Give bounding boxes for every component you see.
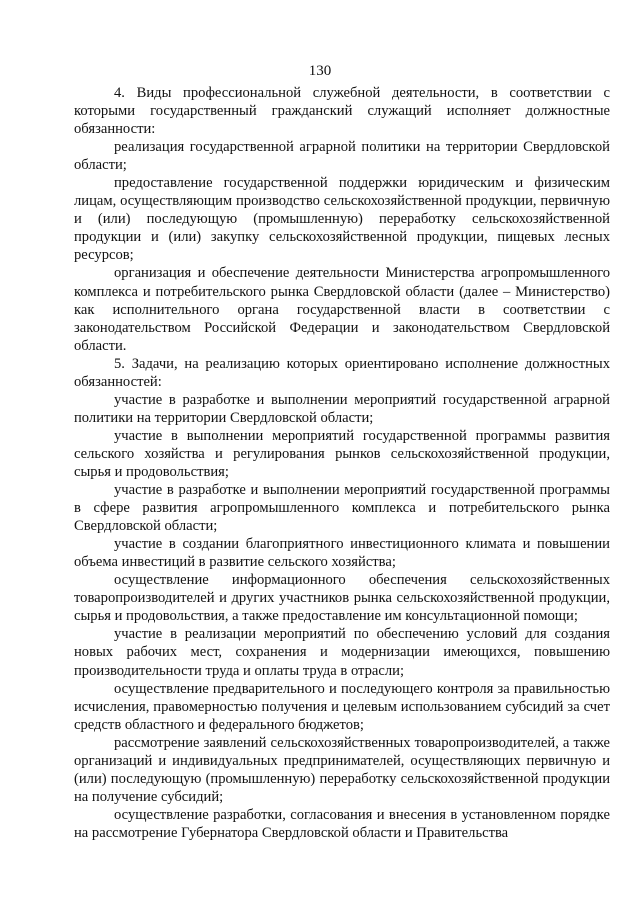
- paragraph: осуществление информационного обеспечения сельскохозяйственных товаропроизводителей и других участников рынка сельскохозяйственной продукции, сырья и продовольствия, а также предоставление им консультационной помощи;: [74, 572, 610, 625]
- paragraph: осуществление предварительного и последующего контроля за правильностью исчисления, правомерностью получения и целевым использованием субсидий за счет средств областного и федерального бюджетов;: [74, 680, 610, 733]
- paragraph: реализация государственной аграрной политики на территории Свердловской области;: [74, 139, 610, 174]
- paragraph-section-4-heading: 4. Виды профессиональной служебной деятельности, в соответствии с которыми государственный гражданский служащий исполняет должностные обязанности:: [74, 85, 610, 138]
- paragraph: рассмотрение заявлений сельскохозяйственных товаропроизводителей, а также организаций и индивидуальных предпринимателей, осуществляющих первичную и (или) последующую (промышленную) переработку сельскохозяйственной продукции на получение субсидий;: [74, 734, 610, 805]
- paragraph: предоставление государственной поддержки юридическим и физическим лицам, осуществляющим производство сельскохозяйственной продукции, первичную и (или) последующую (промышленную) переработку сельскохозяйственной продукции и (или) закупку сельскохозяйственной продукции, пищевых лесных ресурсов;: [74, 175, 610, 264]
- paragraph: организация и обеспечение деятельности Министерства агропромышленного комплекса и потребительского рынка Свердловской области (далее – Министерство) как исполнительного органа государственной власти в соответствии с законодательством Российской Федерации и законодательством Свердловской области.: [74, 265, 610, 354]
- paragraph: участие в создании благоприятного инвестиционного климата и повышении объема инвестиций в развитие сельского хозяйства;: [74, 536, 610, 571]
- paragraph: участие в разработке и выполнении мероприятий государственной программы в сфере развития агропромышленного комплекса и потребительского рынка Свердловской области;: [74, 482, 610, 535]
- paragraph-section-5-heading: 5. Задачи, на реализацию которых ориентировано исполнение должностных обязанностей:: [74, 355, 610, 390]
- paragraph: участие в выполнении мероприятий государственной программы развития сельского хозяйства и регулирования рынков сельскохозяйственной продукции, сырья и продовольствия;: [74, 427, 610, 480]
- paragraph: участие в реализации мероприятий по обеспечению условий для создания новых рабочих мест, сохранения и модернизации имеющихся, повышению производительности труда и оплаты труда в отрасли;: [74, 626, 610, 679]
- document-body: [74, 84, 610, 842]
- paragraph-last: осуществление разработки, согласования и внесения в установленном порядке на рассмотрение Губернатора Свердловской области и Правительства: [74, 806, 610, 841]
- paragraph: участие в разработке и выполнении мероприятий государственной аграрной политики на территории Свердловской области;: [74, 391, 610, 426]
- page-number: 130: [308, 63, 332, 79]
